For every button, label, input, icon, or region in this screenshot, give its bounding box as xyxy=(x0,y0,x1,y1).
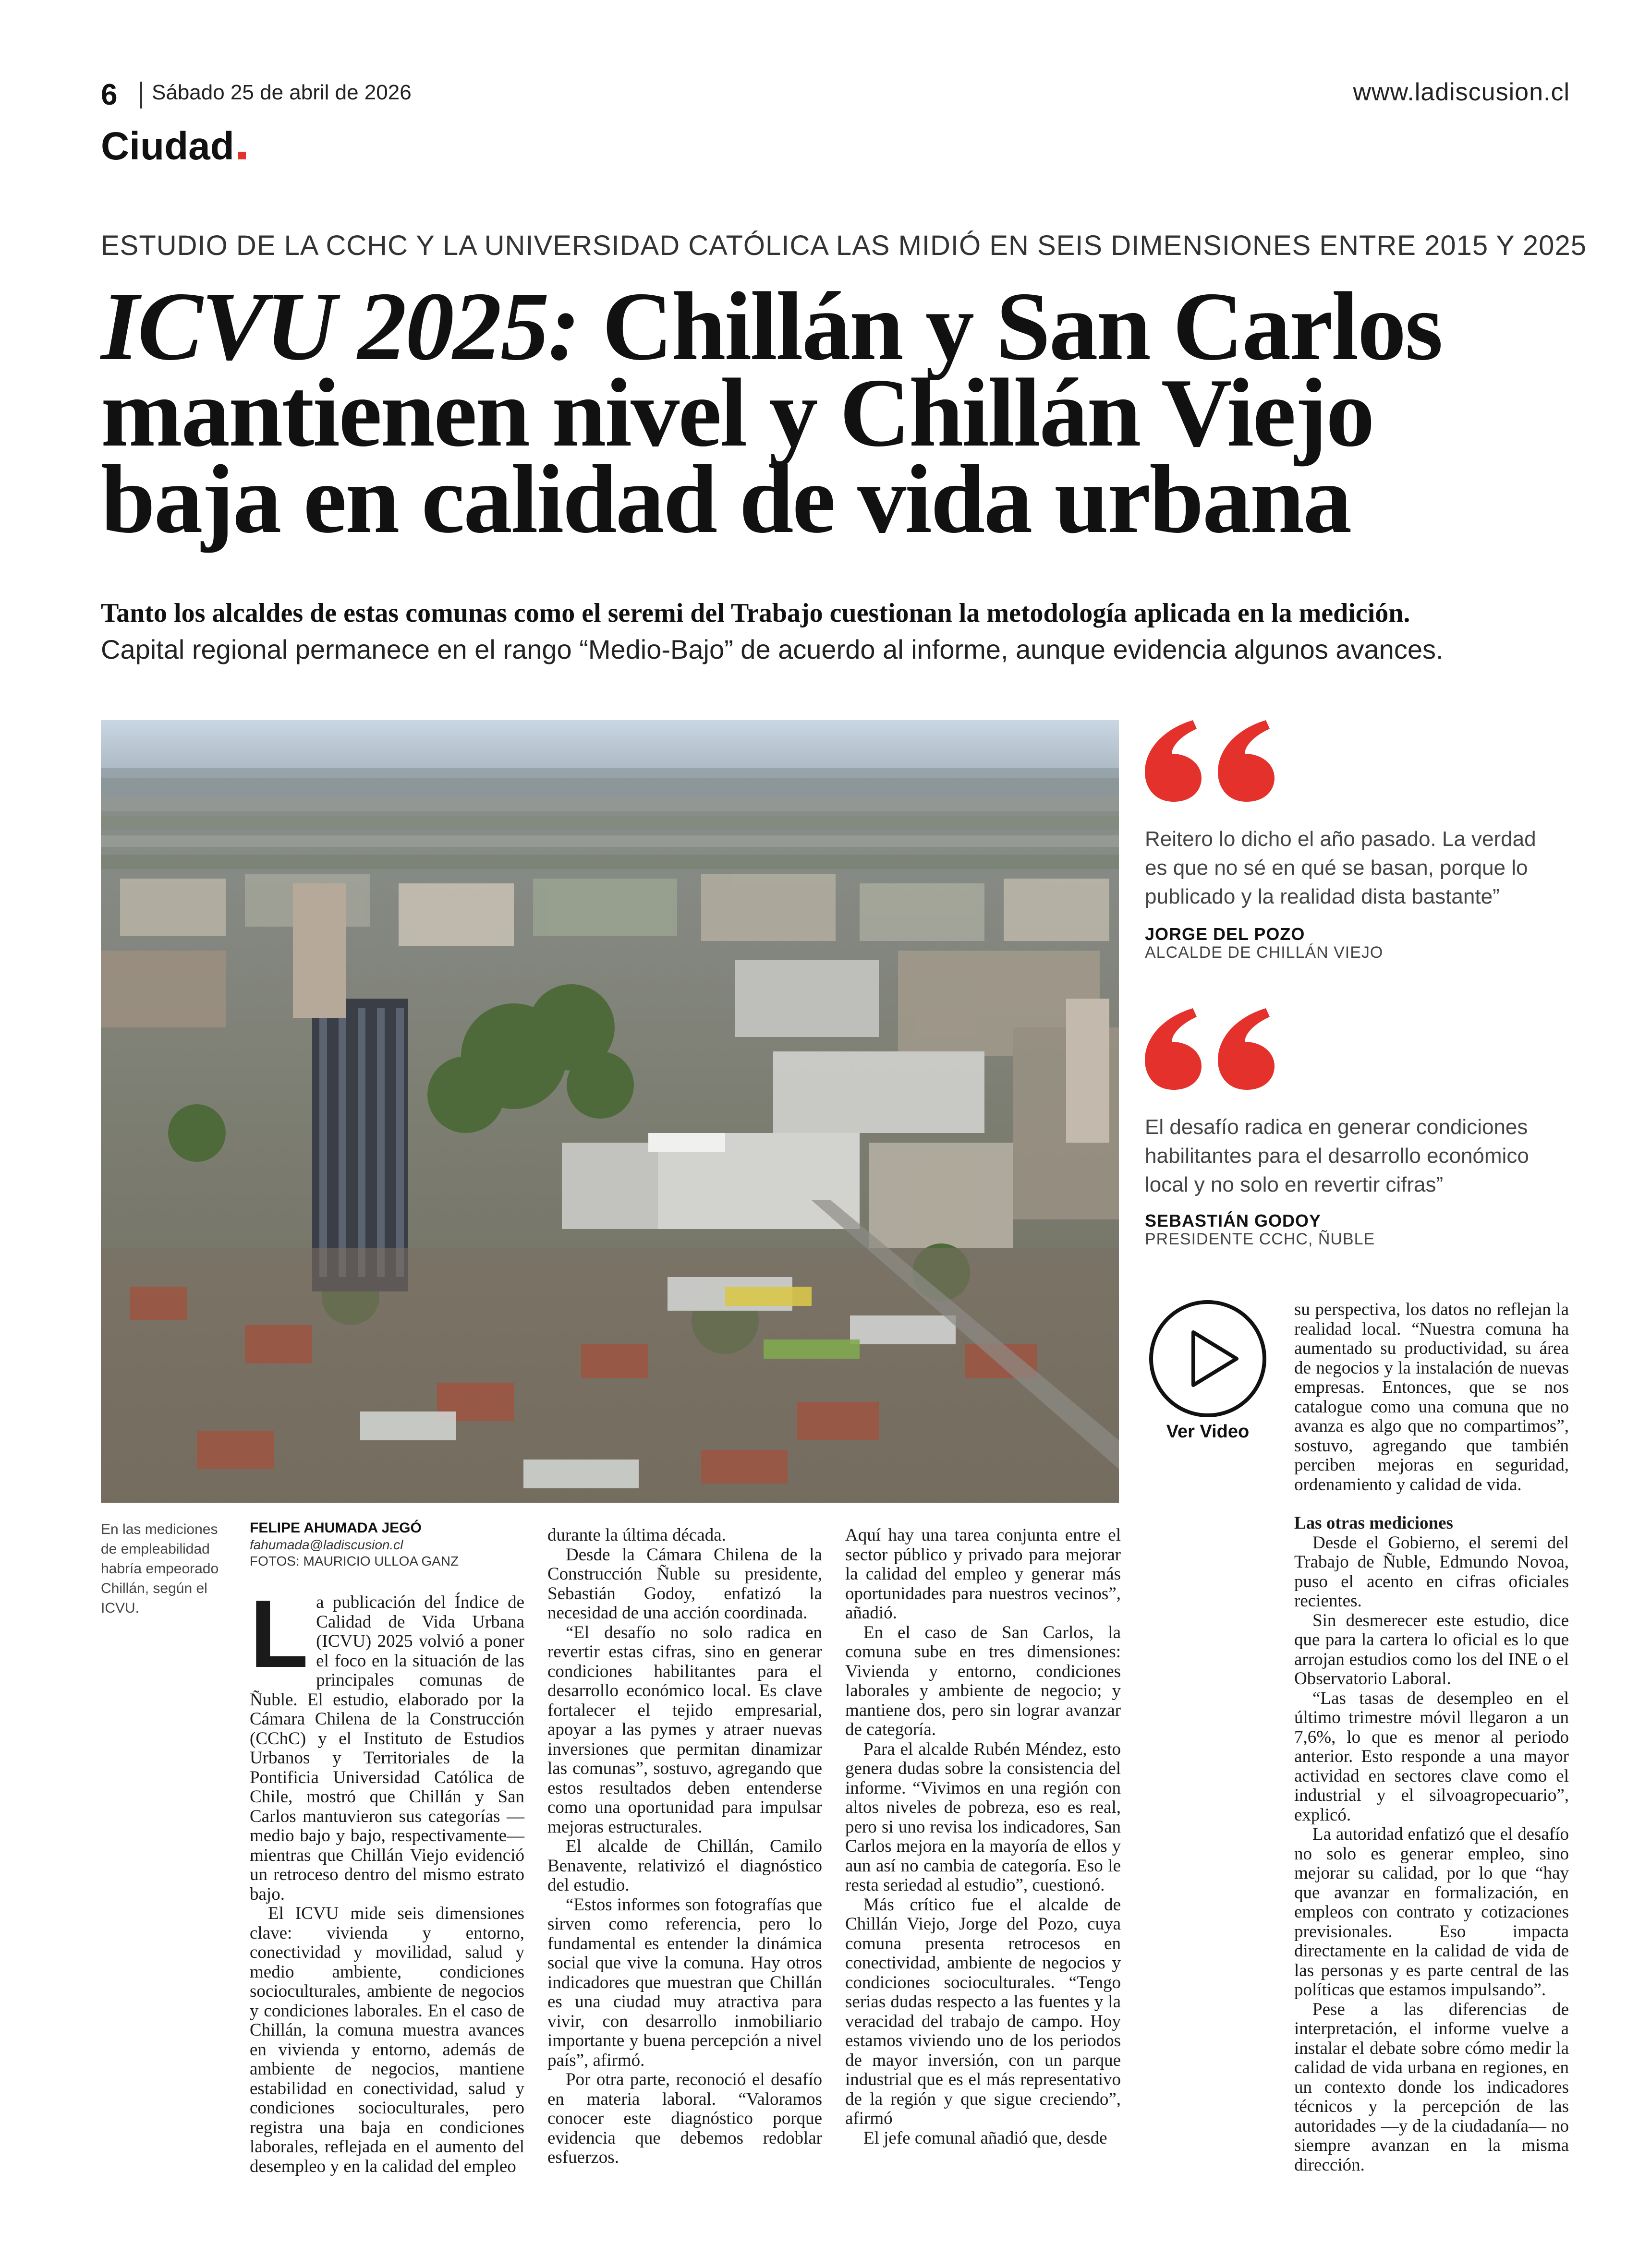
quote-author-role: ALCALDE DE CHILLÁN VIEJO xyxy=(1145,943,1384,962)
article-paragraph: Pese a las diferencias de interpretación, el informe vuelve a instalar el debate sobre cómo medir la calidad de vida urbana en regiones, en un contexto donde los indicadores técnicos y la percepción de las autoridades —y de la ciudadanía— no siempre avanzan en la misma dirección. xyxy=(1294,1999,1569,2175)
section-label: Ciudad xyxy=(101,124,234,168)
article-paragraph: Desde el Gobierno, el seremi del Trabajo de Ñuble, Edmundo Novoa, puso el acento en cifras oficiales recientes. xyxy=(1294,1532,1569,1611)
quote-text: Reitero lo dicho el año pasado. La verdad es que no sé en qué se basan, porque lo publicado y la realidad dista bastante” xyxy=(1145,827,1536,908)
section-title xyxy=(101,124,246,169)
headline xyxy=(101,272,1542,554)
article-paragraph: “Estos informes son fotografías que sirven como referencia, pero lo fundamental es entender la dinámica social que vive la comuna. Hay otros indicadores que muestran que Chillán es una ciudad muy atractiva para vivir, con desarrollo inmobiliario importante y buena percepción a nivel país”, afirmó. xyxy=(547,1894,822,2070)
article-paragraph: Por otra parte, reconoció el desafío en materia laboral. “Valoramos conocer este diagnóstico porque evidencia que debemos redoblar esfuerzos. xyxy=(547,2070,822,2167)
quote-mark-icon xyxy=(1145,1008,1275,1092)
article-paragraph: La publicación del Índice de Calidad de Vida Urbana (ICVU) 2025 volvió a poner el foco en la situación de las principales comunas de Ñuble. El estudio, elaborado por la Cámara Chilena de la Construcción (CChC) y el Instituto de Estudios Urbanos y Territoriales de la Pontificia Universidad Católica de Chile, mostró que Chillán y San Carlos mantuvieron sus categorías —medio bajo y bajo, respectivamente— mientras que Chillán Viejo evidenció un retroceso dentro del mismo estrato bajo. xyxy=(250,1580,524,1904)
city-aerial-photo xyxy=(101,720,1119,1503)
drop-cap: L xyxy=(250,1580,309,1688)
video-label[interactable]: Ver Video xyxy=(1166,1422,1250,1442)
headline-rest: Chillán y San Carlos mantienen nivel y Chillán Viejo baja en calidad de vida urbana xyxy=(101,272,1442,554)
deck-regular: Capital regional permanece en el rango “Medio-Bajo” de acuerdo al informe, aunque evidencia algunos avances. xyxy=(101,634,1444,664)
article-paragraph: Más crítico fue el alcalde de Chillán Viejo, Jorge del Pozo, cuya comuna presenta retrocesos en conectividad, ambiente de negocios y condiciones socioculturales. “Tengo serias dudas respecto a las fuentes y la veracidad del trabajo de campo. Hoy estamos viviendo uno de los periodos de mayor inversión, con un parque industrial que es el más representativo de la región y que sigue creciendo”, afirmó xyxy=(845,1894,1121,2128)
article-column-1 xyxy=(250,1580,524,2176)
article-paragraph: “El desafío no solo radica en revertir estas cifras, sino en generar condiciones habilitantes para el desarrollo económico local. Es clave fortalecer el tejido empresarial, apoyar a las pymes y atraer nuevas inversiones que permitan dinamizar las comunas”, sostuvo, agregando que estos resultados deben entenderse como una oportunidad para impulsar mejoras estructurales. xyxy=(547,1622,822,1837)
section-dot-icon xyxy=(238,152,246,159)
quote-mark-icon xyxy=(1145,720,1275,804)
article-column-3 xyxy=(845,1526,1121,2148)
article-column-4 xyxy=(1294,1300,1569,2175)
article-column-2 xyxy=(547,1526,822,2168)
photo-credit: FOTOS: MAURICIO ULLOA GANZ xyxy=(250,1554,459,1568)
article-paragraph: durante la última década. xyxy=(547,1525,726,1545)
article-paragraph: El ICVU mide seis dimensiones clave: vivienda y entorno, conectividad y movilidad, salud y medio ambiente, condiciones socioculturales, ambiente de negocios y condiciones laborales. En el caso de Chillán, la comuna muestra avances en vivienda y entorno, además de ambiente de negocios, mantiene estabilidad en conectividad, salud y condiciones socioculturales, pero registra una baja en condiciones laborales, reflejada en el aumento del desempleo y en la calidad del empleo xyxy=(250,1904,524,2176)
headline-italic: ICVU 2025: xyxy=(101,272,579,381)
kicker: ESTUDIO DE LA CCHC Y LA UNIVERSIDAD CATÓLICA LAS MIDIÓ EN SEIS DIMENSIONES ENTRE 2015 Y 2025 xyxy=(101,230,1587,261)
quote-author: JORGE DEL POZO xyxy=(1145,924,1305,944)
article-paragraph: Aquí hay una tarea conjunta entre el sector público y privado para mejorar la calidad del empleo y generar más oportunidades para nuestros vecinos”, añadió. xyxy=(845,1525,1121,1623)
article-paragraph: El jefe comunal añadió que, desde xyxy=(863,2128,1107,2148)
play-video-button[interactable] xyxy=(1148,1299,1268,1419)
quote-text: El desafío radica en generar condiciones habilitantes para el desarrollo económico local y no solo en revertir cifras” xyxy=(1145,1115,1529,1196)
quote-author-role: PRESIDENTE CCHC, ÑUBLE xyxy=(1145,1230,1375,1248)
play-icon xyxy=(1148,1299,1268,1419)
page-number: 6 xyxy=(101,78,118,111)
website-link[interactable]: www.ladiscusion.cl xyxy=(1353,78,1570,106)
article-paragraph: su perspectiva, los datos no reflejan la realidad local. “Nuestra comuna ha aumentado su productividad, su área de negocios y la instalación de nuevas empresas. Entonces, que se nos catalogue como una comuna que no avanza es algo que no compartimos”, sostuvo, agregando que también perciben mejoras en seguridad, ordenamiento y calidad de vida. xyxy=(1294,1300,1569,1495)
article-paragraph: Sin desmerecer este estudio, dice que para la cartera lo oficial es lo que arrojan estudios como los del INE o el Observatorio Laboral. xyxy=(1294,1610,1569,1689)
quote-author: SEBASTIÁN GODOY xyxy=(1145,1211,1322,1231)
deck-bold: Tanto los alcaldes de estas comunas como el seremi del Trabajo cuestionan la metodología aplicada en la medición. xyxy=(101,598,1410,628)
article-paragraph: “Las tasas de desempleo en el último trimestre móvil llegaron a un 7,6%, lo que es menor al periodo anterior. Esto responde a una mayor actividad en sectores clave como el industrial y el silvoagropecuario”, explicó. xyxy=(1294,1688,1569,1825)
article-paragraph: El alcalde de Chillán, Camilo Benavente, relativizó el diagnóstico del estudio. xyxy=(547,1836,822,1895)
article-subhead: Las otras mediciones xyxy=(1294,1513,1453,1533)
article-paragraph: Para el alcalde Rubén Méndez, esto genera dudas sobre la consistencia del informe. “Vivimos en una región con altos niveles de pobreza, eso es real, pero si uno revisa los indicadores, San Carlos mejora en la mayoría de ellos y aun así no cambia de categoría. Eso le resta seriedad al estudio”, cuestionó. xyxy=(845,1739,1121,1895)
header-divider xyxy=(140,82,142,109)
author-name: FELIPE AHUMADA JEGÓ xyxy=(250,1520,422,1536)
article-paragraph: En el caso de San Carlos, la comuna sube en tres dimensiones: Vivienda y entorno, condiciones laborales y ambiente de negocio; y mantiene dos, pero sin lograr avanzar de categoría. xyxy=(845,1622,1121,1739)
article-paragraph: Desde la Cámara Chilena de la Construcción Ñuble su presidente, Sebastián Godoy, enfatizó la necesidad de una acción coordinada. xyxy=(547,1544,822,1623)
issue-date: Sábado 25 de abril de 2026 xyxy=(152,81,412,104)
photo-caption: En las mediciones de empleabilidad habría empeorado Chillán, según el ICVU. xyxy=(101,1521,219,1616)
article-paragraph: La autoridad enfatizó que el desafío no solo es generar empleo, sino mejorar su calidad, por lo que “hay que avanzar en formalización, en empleos con contrato y cotizaciones previsionales. Eso impacta directamente en la calidad de vida de las personas y es parte central de las políticas que estamos impulsando”. xyxy=(1294,1824,1569,2000)
author-email[interactable]: fahumada@ladiscusion.cl xyxy=(250,1537,403,1552)
